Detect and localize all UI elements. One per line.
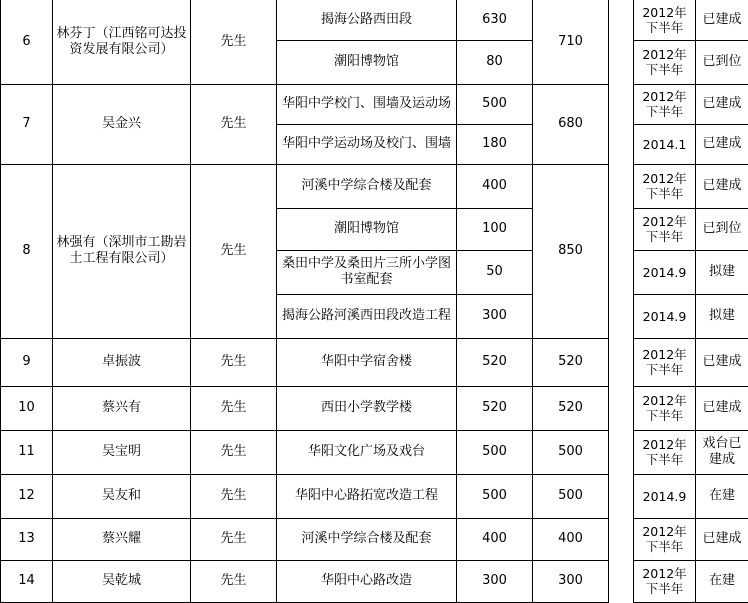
project-status: 在建 bbox=[696, 474, 748, 518]
table-row bbox=[1, 474, 748, 518]
donor-title: 先生 bbox=[191, 430, 277, 474]
row-number: 8 bbox=[1, 164, 53, 338]
project-date: 2012年 下半年 bbox=[634, 518, 696, 560]
project-date: 2014.9 bbox=[634, 294, 696, 338]
row-number: 14 bbox=[1, 560, 53, 602]
project-name: 华阳中心路改造 bbox=[277, 560, 457, 602]
project-name: 华阳中心路拓宽改造工程 bbox=[277, 474, 457, 518]
project-status: 已到位 bbox=[696, 208, 748, 250]
donor-name: 林芬丁（江西铭可达投资发展有限公司） bbox=[53, 0, 191, 84]
table-row bbox=[1, 164, 748, 208]
project-status: 已建成 bbox=[696, 0, 748, 40]
project-amount: 300 bbox=[457, 560, 533, 602]
project-date: 2012年 下半年 bbox=[634, 164, 696, 208]
project-date: 2014.9 bbox=[634, 474, 696, 518]
project-name: 揭海公路河溪西田段改造工程 bbox=[277, 294, 457, 338]
project-status: 已建成 bbox=[696, 164, 748, 208]
project-name: 潮阳博物馆 bbox=[277, 40, 457, 84]
donor-title: 先生 bbox=[191, 518, 277, 560]
donor-title: 先生 bbox=[191, 164, 277, 338]
project-status: 戏台已建成 bbox=[696, 430, 748, 474]
project-status: 在建 bbox=[696, 560, 748, 602]
donor-title: 先生 bbox=[191, 474, 277, 518]
spacer-column bbox=[609, 386, 634, 430]
total-amount: 500 bbox=[533, 474, 609, 518]
project-date: 2012年 下半年 bbox=[634, 84, 696, 124]
project-status: 已建成 bbox=[696, 84, 748, 124]
project-name: 华阳中学校门、围墙及运动场 bbox=[277, 84, 457, 124]
project-amount: 500 bbox=[457, 430, 533, 474]
total-amount: 300 bbox=[533, 560, 609, 602]
project-amount: 520 bbox=[457, 386, 533, 430]
project-amount: 300 bbox=[457, 294, 533, 338]
project-name: 桑田中学及桑田片三所小学图书室配套 bbox=[277, 250, 457, 294]
project-name: 华阳中学宿舍楼 bbox=[277, 338, 457, 386]
project-date: 2012年 下半年 bbox=[634, 386, 696, 430]
table-row bbox=[1, 0, 748, 40]
project-amount: 520 bbox=[457, 338, 533, 386]
project-date: 2012年 下半年 bbox=[634, 560, 696, 602]
donor-title: 先生 bbox=[191, 386, 277, 430]
project-name: 华阳中学运动场及校门、围墙 bbox=[277, 124, 457, 164]
project-date: 2014.9 bbox=[634, 250, 696, 294]
total-amount: 710 bbox=[533, 0, 609, 84]
project-amount: 500 bbox=[457, 84, 533, 124]
table-row bbox=[1, 84, 748, 124]
total-amount: 520 bbox=[533, 386, 609, 430]
row-number: 9 bbox=[1, 338, 53, 386]
spacer-column bbox=[609, 84, 634, 164]
spacer-column bbox=[609, 474, 634, 518]
donor-name: 蔡兴有 bbox=[53, 386, 191, 430]
project-status: 已到位 bbox=[696, 40, 748, 84]
row-number: 12 bbox=[1, 474, 53, 518]
project-name: 西田小学教学楼 bbox=[277, 386, 457, 430]
table-row bbox=[1, 518, 748, 560]
project-date: 2012年 下半年 bbox=[634, 208, 696, 250]
donor-title: 先生 bbox=[191, 560, 277, 602]
spacer-column bbox=[609, 0, 634, 84]
row-number: 7 bbox=[1, 84, 53, 164]
project-amount: 100 bbox=[457, 208, 533, 250]
total-amount: 500 bbox=[533, 430, 609, 474]
total-amount: 850 bbox=[533, 164, 609, 338]
project-status: 已建成 bbox=[696, 124, 748, 164]
project-amount: 400 bbox=[457, 518, 533, 560]
table-row bbox=[1, 430, 748, 474]
table-row bbox=[1, 338, 748, 386]
spacer-column bbox=[609, 338, 634, 386]
project-date: 2014.1 bbox=[634, 124, 696, 164]
total-amount: 680 bbox=[533, 84, 609, 164]
project-amount: 180 bbox=[457, 124, 533, 164]
donor-name: 林强有（深圳市工勘岩土工程有限公司） bbox=[53, 164, 191, 338]
project-amount: 630 bbox=[457, 0, 533, 40]
project-amount: 80 bbox=[457, 40, 533, 84]
donor-name: 蔡兴耀 bbox=[53, 518, 191, 560]
project-date: 2012年 下半年 bbox=[634, 40, 696, 84]
table-row bbox=[1, 386, 748, 430]
project-amount: 500 bbox=[457, 474, 533, 518]
project-name: 河溪中学综合楼及配套 bbox=[277, 518, 457, 560]
spacer-column bbox=[609, 164, 634, 338]
project-status: 已建成 bbox=[696, 338, 748, 386]
spacer-column bbox=[609, 518, 634, 560]
project-amount: 400 bbox=[457, 164, 533, 208]
project-status: 拟建 bbox=[696, 250, 748, 294]
project-status: 已建成 bbox=[696, 386, 748, 430]
total-amount: 400 bbox=[533, 518, 609, 560]
row-number: 10 bbox=[1, 386, 53, 430]
donor-name: 卓振波 bbox=[53, 338, 191, 386]
project-name: 河溪中学综合楼及配套 bbox=[277, 164, 457, 208]
project-name: 潮阳博物馆 bbox=[277, 208, 457, 250]
project-status: 已建成 bbox=[696, 518, 748, 560]
row-number: 11 bbox=[1, 430, 53, 474]
donor-name: 吴金兴 bbox=[53, 84, 191, 164]
donor-name: 吴友和 bbox=[53, 474, 191, 518]
project-name: 华阳文化广场及戏台 bbox=[277, 430, 457, 474]
donor-title: 先生 bbox=[191, 338, 277, 386]
donor-name: 吴乾城 bbox=[53, 560, 191, 602]
donor-name: 吴宝明 bbox=[53, 430, 191, 474]
project-date: 2012年 下半年 bbox=[634, 338, 696, 386]
project-date: 2012年 下半年 bbox=[634, 0, 696, 40]
project-name: 揭海公路西田段 bbox=[277, 0, 457, 40]
total-amount: 520 bbox=[533, 338, 609, 386]
project-date: 2012年 下半年 bbox=[634, 430, 696, 474]
row-number: 13 bbox=[1, 518, 53, 560]
row-number: 6 bbox=[1, 0, 53, 84]
spacer-column bbox=[609, 430, 634, 474]
project-status: 拟建 bbox=[696, 294, 748, 338]
donor-title: 先生 bbox=[191, 0, 277, 84]
project-amount: 50 bbox=[457, 250, 533, 294]
donor-title: 先生 bbox=[191, 84, 277, 164]
